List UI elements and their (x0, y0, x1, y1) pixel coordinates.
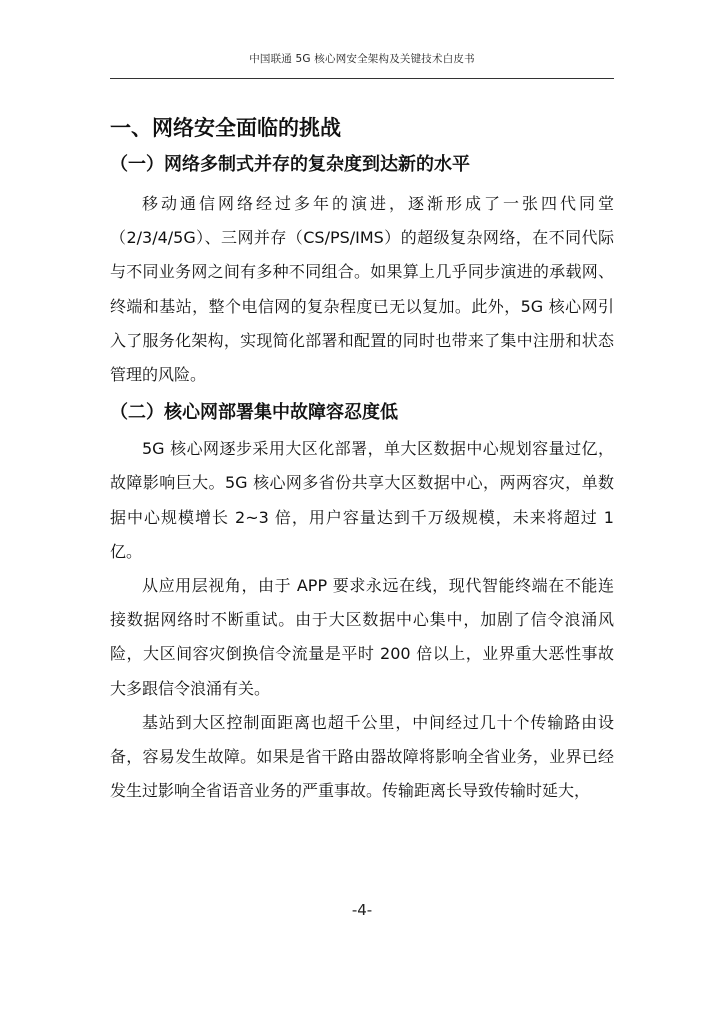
paragraph: 移动通信网络经过多年的演进，逐渐形成了一张四代同堂（2/3/4/5G）、三网并存（CS/PS/IMS）的超级复杂网络，在不同代际与不同业务网之间有多种不同组合。如果算上几乎同步演进的承载网、终端和基站，整个电信网的复杂程度已无以复加。此外，5G 核心网引入了服务化架构，实现简化部署和配置的同时也带来了集中注册和状态管理的风险。 (110, 194, 614, 385)
paragraph: 从应用层视角，由于 APP 要求永远在线，现代智能终端在不能连接数据网络时不断重试。由于大区数据中心集中，加剧了信令浪涌风险，大区间容灾倒换信令流量是平时 200 倍以上，业界重大恶性事故大多跟信令浪涌有关。 (110, 576, 614, 698)
document-body (110, 112, 614, 808)
paragraph: 5G 核心网逐步采用大区化部署，单大区数据中心规划容量过亿，故障影响巨大。5G 核心网多省份共享大区数据中心，两两容灾，单数据中心规模增长 2~3 倍，用户容量达到千万级规模，未来将超过 1 亿。 (110, 439, 614, 561)
paragraph: 基站到大区控制面距离也超千公里，中间经过几十个传输路由设备，容易发生故障。如果是省干路由器故障将影响全省业务，业界已经发生过影响全省语音业务的严重事故。传输距离长导致传输时延大， (110, 712, 614, 801)
section-title: 一、网络安全面临的挑战 (110, 116, 341, 140)
subsection-title-2: （二）核心网部署集中故障容忍度低 (110, 402, 398, 424)
header-rule (110, 78, 614, 79)
subsection-title-1: （一）网络多制式并存的复杂度到达新的水平 (110, 154, 470, 175)
page-number: -4- (351, 901, 373, 919)
running-header: 中国联通 5G 核心网安全架构及关键技术白皮书 (249, 53, 475, 65)
